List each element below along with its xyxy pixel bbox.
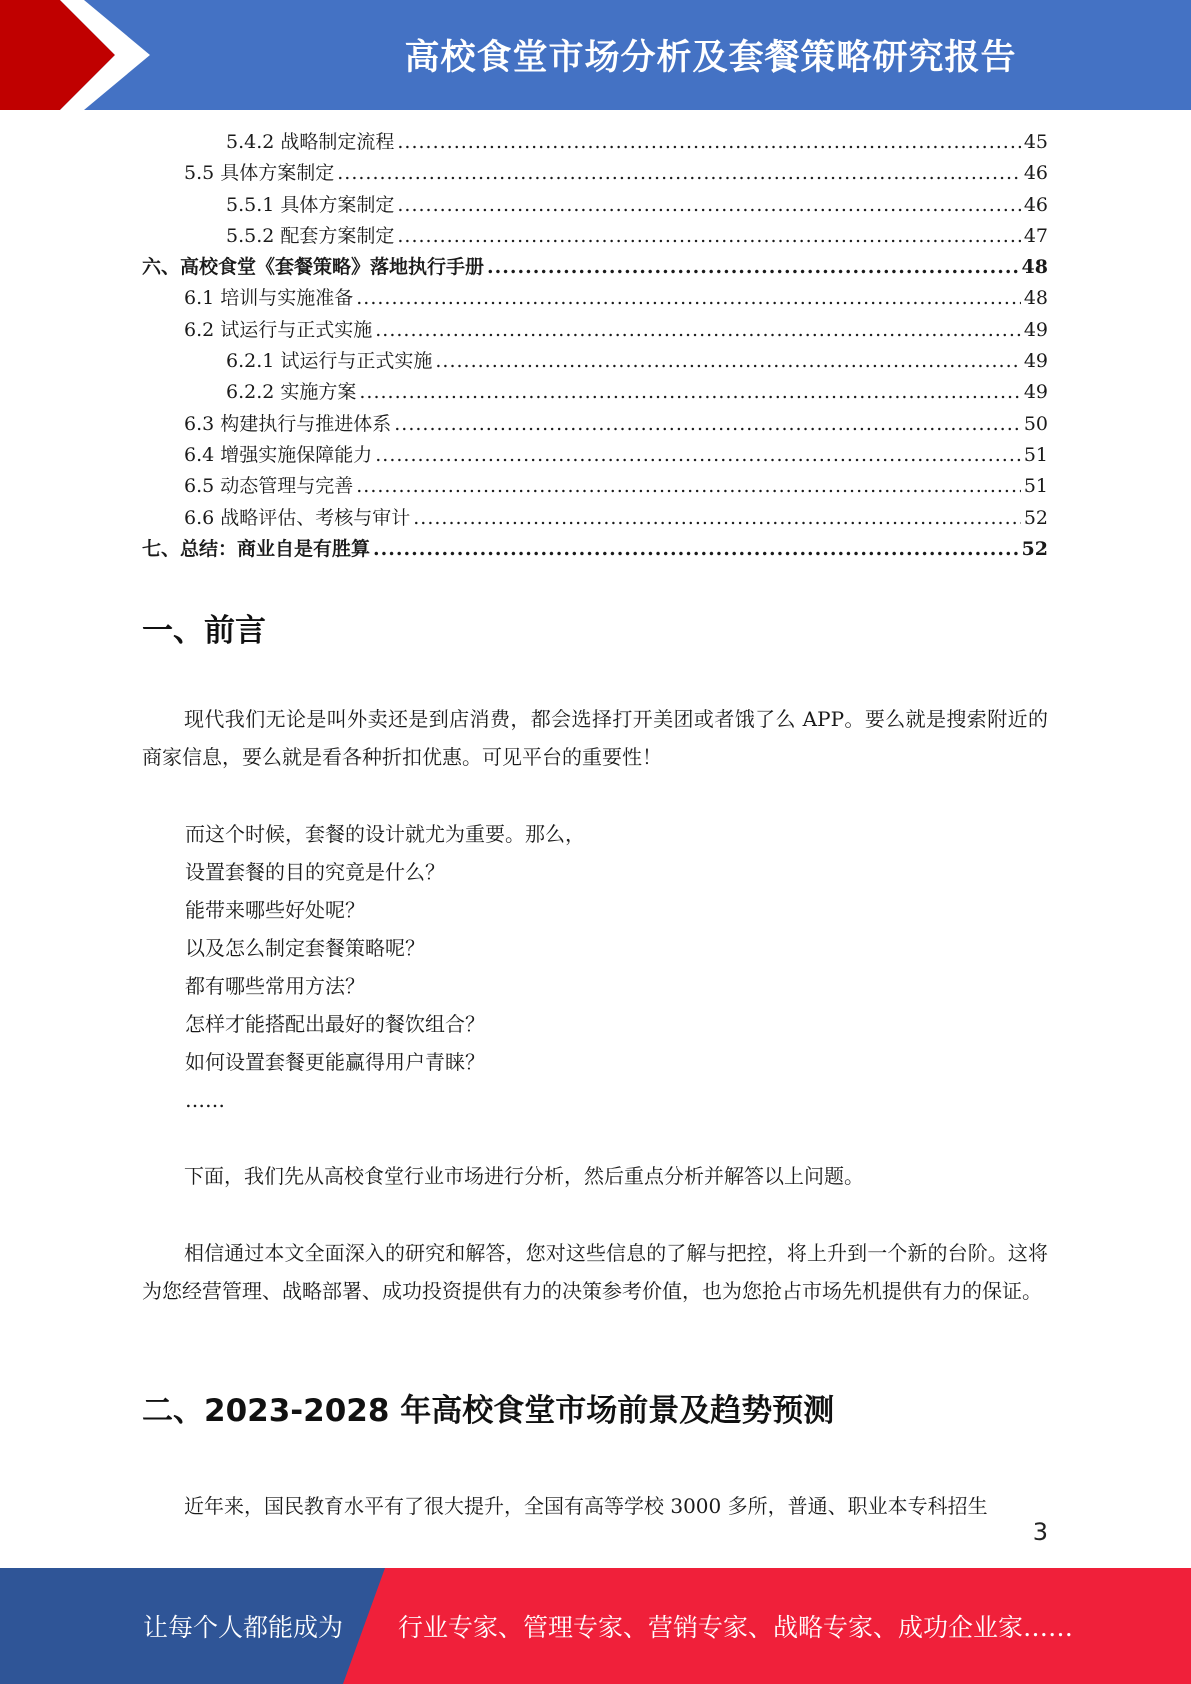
- footer-slogan-left: 让每个人都能成为: [143, 1613, 344, 1642]
- toc-leader-dots: [373, 534, 1019, 565]
- toc-entry-title: 5.5.1 具体方案制定: [226, 193, 395, 216]
- toc-entry[interactable]: [142, 158, 1048, 189]
- table-of-contents: [142, 127, 1048, 565]
- toc-entry[interactable]: [142, 471, 1048, 502]
- toc-leader-dots: [397, 190, 1020, 221]
- toc-entry[interactable]: [142, 315, 1048, 346]
- toc-entry-page: 46: [1023, 162, 1048, 185]
- page-header: [0, 0, 1191, 110]
- toc-entry[interactable]: [142, 377, 1048, 408]
- toc-leader-dots: [397, 127, 1020, 158]
- toc-leader-dots: [356, 283, 1021, 314]
- red-arrow-decoration: [0, 0, 160, 110]
- toc-entry[interactable]: [142, 190, 1048, 221]
- paragraph: 下面，我们先从高校食堂行业市场进行分析，然后重点分析并解答以上问题。: [184, 1164, 864, 1188]
- section-heading-preface: 一、前言: [142, 613, 266, 649]
- toc-entry-page: 52: [1023, 506, 1048, 529]
- toc-entry-title: 6.6 战略评估、考核与审计: [184, 506, 411, 529]
- toc-entry-page: 49: [1023, 381, 1048, 404]
- question-line: 以及怎么制定套餐策略呢？: [185, 936, 425, 960]
- toc-leader-dots: [337, 158, 1021, 189]
- question-line: 而这个时候，套餐的设计就尤为重要。那么，: [185, 822, 585, 846]
- toc-entry-page: 52: [1021, 537, 1048, 560]
- toc-entry-page: 51: [1023, 443, 1048, 466]
- toc-entry[interactable]: [142, 252, 1048, 283]
- toc-entry-title: 6.1 培训与实施准备: [184, 287, 354, 310]
- footer-slogan-right: 行业专家、管理专家、营销专家、战略专家、成功企业家……: [398, 1613, 1074, 1642]
- toc-entry[interactable]: [142, 283, 1048, 314]
- toc-entry[interactable]: [142, 221, 1048, 252]
- toc-entry[interactable]: [142, 127, 1048, 158]
- question-line: 如何设置套餐更能赢得用户青睐？: [185, 1050, 485, 1074]
- toc-entry-title: 5.5.2 配套方案制定: [226, 224, 395, 247]
- toc-entry-page: 49: [1023, 350, 1048, 373]
- question-line: ……: [185, 1088, 225, 1112]
- toc-leader-dots: [375, 440, 1021, 471]
- paragraph: 近年来，国民教育水平有了很大提升，全国有高等学校 3000 多所，普通、职业本专科招生: [184, 1494, 988, 1518]
- toc-leader-dots: [413, 503, 1021, 534]
- toc-entry-page: 48: [1021, 256, 1048, 279]
- toc-leader-dots: [435, 346, 1020, 377]
- toc-entry[interactable]: [142, 346, 1048, 377]
- question-line: 怎样才能搭配出最好的餐饮组合？: [185, 1012, 485, 1036]
- toc-entry[interactable]: [142, 409, 1048, 440]
- toc-leader-dots: [397, 221, 1020, 252]
- question-line: 都有哪些常用方法？: [185, 974, 365, 998]
- report-title: 高校食堂市场分析及套餐策略研究报告: [404, 38, 1017, 78]
- toc-entry-page: 48: [1023, 287, 1048, 310]
- toc-leader-dots: [375, 315, 1021, 346]
- toc-leader-dots: [356, 471, 1021, 502]
- question-line: 能带来哪些好处呢？: [185, 898, 365, 922]
- toc-entry-page: 46: [1023, 193, 1048, 216]
- toc-entry-page: 51: [1023, 475, 1048, 498]
- toc-entry-page: 45: [1023, 131, 1048, 153]
- toc-entry-title: 6.2 试运行与正式实施: [184, 318, 373, 341]
- question-line: 设置套餐的目的究竟是什么？: [185, 860, 445, 884]
- toc-leader-dots: [394, 409, 1021, 440]
- toc-entry-page: 50: [1023, 412, 1048, 435]
- toc-entry-page: 47: [1023, 224, 1048, 247]
- toc-entry-title: 6.3 构建执行与推进体系: [184, 412, 392, 435]
- toc-entry-title: 七、总结：商业自是有胜算: [142, 537, 371, 560]
- toc-leader-dots: [487, 252, 1019, 283]
- toc-entry-page: 49: [1023, 318, 1048, 341]
- toc-entry[interactable]: [142, 534, 1048, 565]
- toc-entry-title: 6.4 增强实施保障能力: [184, 443, 373, 466]
- page-footer: [0, 1568, 1191, 1684]
- toc-entry-title: 六、高校食堂《套餐策略》落地执行手册: [142, 256, 485, 279]
- paragraph: 现代我们无论是叫外卖还是到店消费，都会选择打开美团或者饿了么 APP。要么就是搜索附近的商家信息，要么就是看各种折扣优惠。可见平台的重要性！: [142, 707, 1048, 769]
- toc-leader-dots: [359, 377, 1020, 408]
- paragraph: 相信通过本文全面深入的研究和解答，您对这些信息的了解与把控，将上升到一个新的台阶。这将为您经营管理、战略部署、成功投资提供有力的决策参考价值，也为您抢占市场先机提供有力的保证。: [142, 1241, 1048, 1303]
- toc-entry-title: 6.2.2 实施方案: [226, 381, 357, 404]
- toc-entry-title: 6.5 动态管理与完善: [184, 475, 354, 498]
- page-number: 3: [1032, 1518, 1048, 1546]
- section-heading-forecast: 二、2023-2028 年高校食堂市场前景及趋势预测: [142, 1393, 835, 1429]
- toc-entry-title: 5.4.2 战略制定流程: [226, 131, 395, 153]
- toc-entry-title: 6.2.1 试运行与正式实施: [226, 350, 433, 373]
- toc-entry-title: 5.5 具体方案制定: [184, 162, 335, 185]
- toc-entry[interactable]: [142, 440, 1048, 471]
- question-list: [185, 815, 585, 1119]
- toc-entry[interactable]: [142, 503, 1048, 534]
